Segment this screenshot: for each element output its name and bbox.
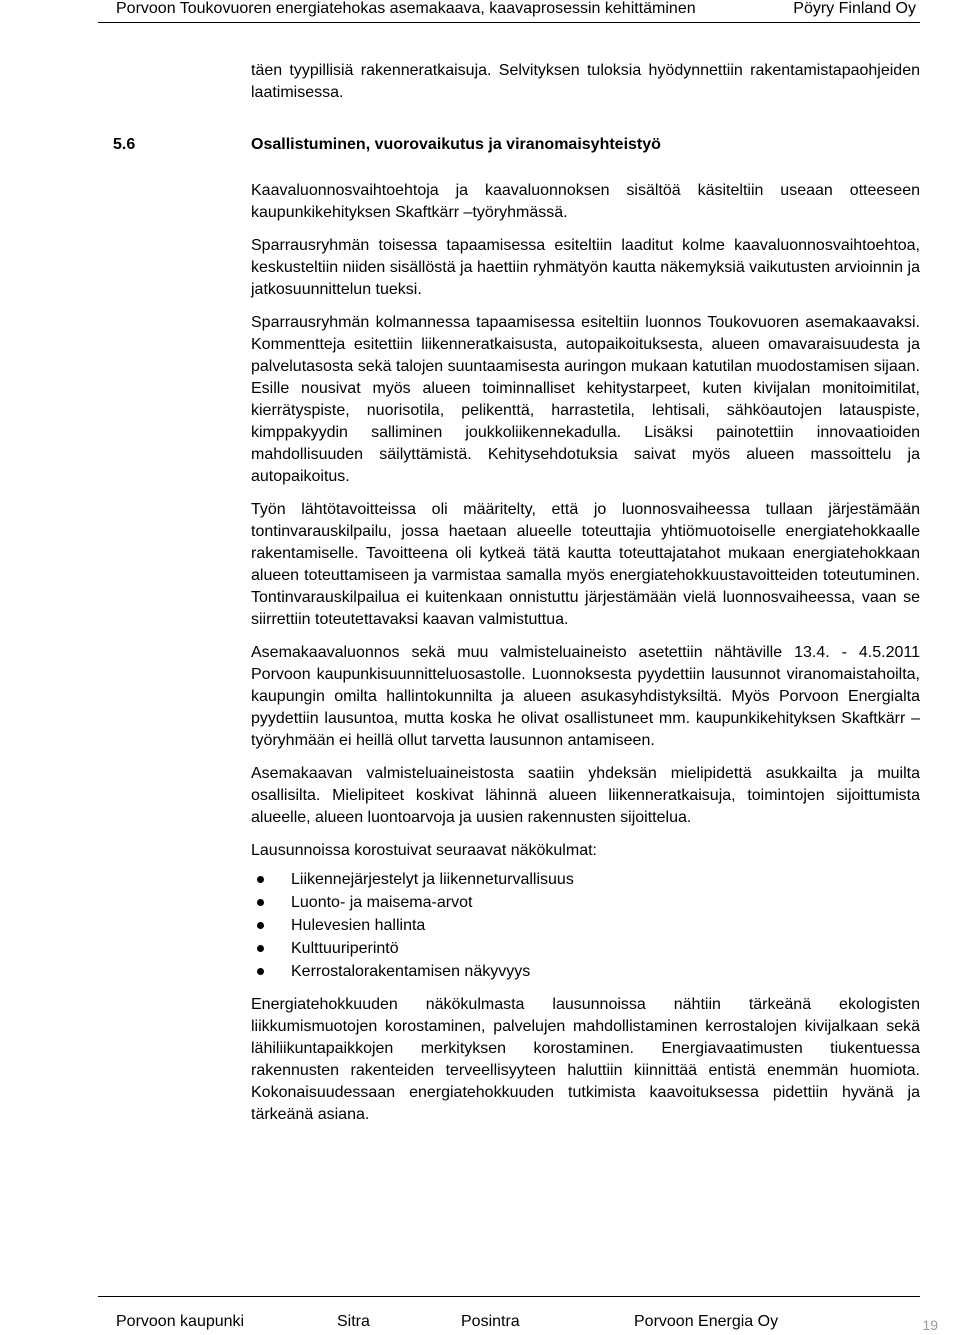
paragraph: Asemakaavaluonnos sekä muu valmisteluaineisto asetettiin nähtäville 13.4. - 4.5.2011 Porvoon kaupunkisuunnitteluosastolle. Luonnoksesta pyydettiin lausunnot viranomaistahoilta, kaupungin omilta hallintokunnilta ja alueen asukasyhdistyksiltä. Myös Porvoon Energialta pyydettiin lausuntoa, mutta koska he olivat osallistuneet mm. kaupunkikehityksen Skaftkärr –työryhmään ei heillä ollut tarvetta lausunnon antamiseen. (251, 644, 920, 749)
section-number: 5.6 (113, 136, 136, 153)
header-company: Pöyry Finland Oy (793, 0, 916, 17)
section-title: Osallistuminen, vuorovaikutus ja viranomaisyhteistyö (251, 136, 661, 153)
footer-partner: Sitra (337, 1313, 370, 1330)
bullet-list (251, 868, 920, 983)
footer-partner: Porvoon kaupunki (116, 1313, 245, 1330)
list-item: Hulevesien hallinta (251, 914, 920, 937)
page-footer (0, 1290, 960, 1335)
section-body (251, 180, 920, 1137)
paragraph: Kaavaluonnosvaihtoehtoja ja kaavaluonnoksen sisältöä käsiteltiin useaan otteeseen kaupunkikehityksen Skaftkärr –työryhmässä. (251, 182, 920, 221)
paragraph: Asemakaavan valmisteluaineistosta saatiin yhdeksän mielipidettä asukkailta ja muilta osallisilta. Mielipiteet koskivat lähinnä alueen liikenneratkaisuja, toimintojen sijoittumista alueelle, alueen luontoarvoja ja uusien rakennusten sijoittelua. (251, 765, 920, 826)
paragraph: Sparrausryhmän kolmannessa tapaamisessa esiteltiin luonnos Toukovuoren asemakaavaksi. Kommentteja esitettiin liikenneratkaisusta, autopaikoituksesta, alueen omavaraisuudesta ja palvelutasosta sekä talojen suuntaamisesta auringon mukaan katutilan muodostamisen sijaan. Esille nousivat myös alueen toiminnalliset kehitystarpeet, kuten kivijalan monitoimitilat, kierrätyspiste, nuorisotila, pelikenttä, harrastetila, lehtisali, sähköautojen latauspiste, kimppakyydin salliminen joukkoliikennekadulla. Lisäksi painotettiin innovaatioiden mahdollisuuden säilyttämistä. Kehitysehdotuksia saivat myös alueen massoittelu ja autopaikoitus. (251, 314, 920, 485)
page-number: 19 (922, 1317, 938, 1333)
body-text (251, 60, 920, 115)
list-item: Kerrostalorakentamisen näkyvyys (251, 960, 920, 983)
paragraph: Sparrausryhmän toisessa tapaamisessa esiteltiin laaditut kolme kaavaluonnosvaihtoehtoa, keskusteltiin niiden sisällöstä ja haettiin ryhmätyön kautta näkemyksiä vaikutusten arvioinnin ja jatkosuunnittelun tueksi. (251, 237, 920, 298)
list-item: Luonto- ja maisema-arvot (251, 891, 920, 914)
list-item: Liikennejärjestelyt ja liikenneturvallisuus (251, 868, 920, 891)
closing-paragraph: Energiatehokkuuden näkökulmasta lausunnoissa nähtiin tärkeänä ekologisten liikkumismuotojen korostaminen, palvelujen mahdollistaminen kerrostalojen kivijalkaan sekä lähiliikuntapaikkojen merkityksen korostaminen. Energiavaatimusten tiukentuessa rakennusten rakenteiden terveellisyyteen haluttiin kiinnittää entistä enemmän huomiota. Kokonaisuudessaan energiatehokkuuden tutkimista kaavoituksessa pidettiin hyvänä ja tärkeänä asiana. (251, 996, 920, 1123)
footer-partner: Porvoon Energia Oy (634, 1313, 779, 1330)
footer-rule (98, 1296, 920, 1297)
intro-paragraph: täen tyypillisiä rakenneratkaisuja. Selvityksen tuloksia hyödynnettiin rakentamistapaohjeiden laatimisessa. (251, 62, 920, 101)
header-title: Porvoon Toukovuoren energiatehokas asemakaava, kaavaprosessin kehittäminen (116, 0, 696, 17)
header-rule (98, 22, 920, 23)
footer-partner: Posintra (461, 1313, 520, 1330)
paragraph: Työn lähtötavoitteissa oli määritelty, että jo luonnosvaiheessa tullaan järjestämään tontinvarauskilpailu, jossa haetaan alueelle toteuttajia yhtiömuotoiselle energiatehokkaalle rakentamiselle. Tavoitteena oli kytkeä tätä kautta toteuttajatahot mukaan energiatehokkaan alueen toteuttamiseen ja varmistaa samalla myös energiatehokkuustavoitteiden toteutuminen. Tontinvarauskilpailua ei kuitenkaan onnistuttu järjestämään vielä luonnosvaiheessa, vaan se siirrettiin toteutettavaksi kaavan valmistuttua. (251, 501, 920, 628)
page-header (0, 0, 960, 26)
list-item: Kulttuuriperintö (251, 937, 920, 960)
list-intro: Lausunnoissa korostuivat seuraavat näkökulmat: (251, 842, 597, 859)
